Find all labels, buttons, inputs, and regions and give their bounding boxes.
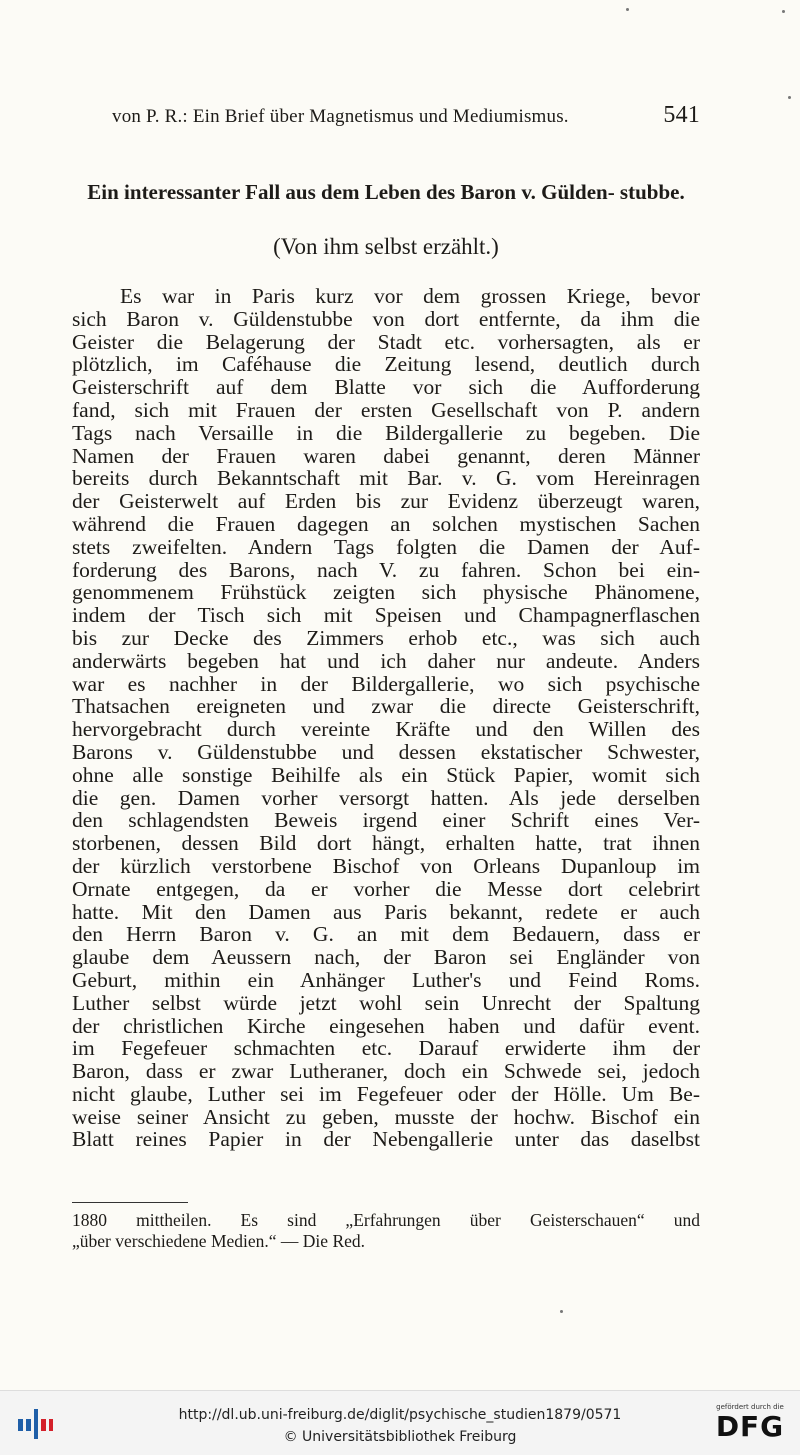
copyright-notice: © Universitätsbibliothek Freiburg xyxy=(283,1429,517,1445)
dfg-logo xyxy=(710,1403,790,1451)
text-line: der christlichen Kirche eingesehen haben und dafür event. xyxy=(72,1013,700,1038)
footnote-divider xyxy=(72,1202,188,1203)
text-line: nicht glaube, Luther sei im Fegefeuer oder der Hölle. Um Be- xyxy=(72,1081,700,1106)
text-line: Geister die Belagerung der Stadt etc. vorhersagten, als er xyxy=(72,329,700,354)
running-head xyxy=(112,102,700,128)
text-line: Thatsachen ereigneten und zwar die directe Geisterschrift, xyxy=(72,694,700,719)
article-title: Ein interessanter Fall aus dem Leben des Baron v. Gülden- stubbe. xyxy=(87,180,685,204)
text-line: bereits durch Bekanntschaft mit Bar. v. G. vom Hereinragen xyxy=(72,466,700,491)
text-line: Luther selbst würde jetzt wohl sein Unrecht der Spaltung xyxy=(72,990,700,1015)
text-line: war es nachher in der Bildergallerie, wo sich psychische xyxy=(72,671,700,696)
text-line: forderung des Barons, nach V. zu fahren. Schon bei ein- xyxy=(72,557,700,582)
text-line: glaube dem Aeussern nach, der Baron sei Engländer von xyxy=(72,945,700,970)
text-line: Namen der Frauen waren dabei genannt, deren Männer xyxy=(72,443,700,468)
text-line: indem der Tisch sich mit Speisen und Champagnerflaschen xyxy=(72,603,700,628)
footnote-line: 1880 mittheilen. Es sind „Erfahrungen über Geisterschauen“ und xyxy=(72,1210,700,1230)
text-line: Geburt, mithin ein Anhänger Luther's und Feind Roms. xyxy=(72,967,700,992)
dfg-logo-text: DFG xyxy=(715,1410,785,1443)
scan-speck xyxy=(788,96,791,99)
text-line: den Herrn Baron v. G. an mit dem Bedauern, dass er xyxy=(72,922,700,947)
text-line: weise seiner Ansicht zu geben, musste der hochw. Bischof ein xyxy=(72,1104,700,1129)
viewer-footer xyxy=(0,1390,800,1455)
text-line: die gen. Damen vorher versorgt hatten. Als jede derselben xyxy=(72,785,700,810)
text-line: während die Frauen dagegen an solchen mystischen Sachen xyxy=(72,511,700,536)
funder-tagline: gefördert durch die xyxy=(716,1403,784,1411)
text-line: sich Baron v. Güldenstubbe von dort entfernte, da ihm die xyxy=(72,306,700,331)
article-subtitle: (Von ihm selbst erzählt.) xyxy=(273,234,499,259)
text-line: den schlagendsten Beweis irgend einer Schrift eines Ver- xyxy=(72,808,700,833)
text-line: der kürzlich verstorbene Bischof von Orleans Dupanloup im xyxy=(72,853,700,878)
text-line: Tags nach Versaille in die Bildergallerie zu begeben. Die xyxy=(72,420,700,445)
text-line: Ornate entgegen, da er vorher die Messe dort celebrirt xyxy=(72,876,700,901)
text-line: Es war in Paris kurz vor dem grossen Kriege, bevor xyxy=(120,284,700,308)
footnote xyxy=(72,1210,700,1252)
text-line: Geisterschrift auf dem Blatte vor sich die Aufforderung xyxy=(72,375,700,400)
document-url[interactable]: http://dl.ub.uni-freiburg.de/diglit/psychische_studien1879/0571 xyxy=(178,1407,622,1423)
text-line: Blatt reines Papier in der Nebengallerie unter das daselbst xyxy=(72,1127,700,1152)
running-head-text: von P. R.: Ein Brief über Magnetismus und Mediumismus. xyxy=(112,106,569,127)
text-line: Barons v. Güldenstubbe und dessen ekstatischer Schwester, xyxy=(72,739,700,764)
text-line: anderwärts begeben hat und ich daher nur andeute. Anders xyxy=(72,648,700,673)
text-line: ohne alle sonstige Beihilfe als ein Stück Papier, womit sich xyxy=(72,762,700,787)
text-line: im Fegefeuer schmachten etc. Darauf erwiderte ihm der xyxy=(72,1036,700,1061)
text-line: Baron, dass er zwar Lutheraner, doch ein Schwede sei, jedoch xyxy=(72,1059,700,1084)
article-body xyxy=(72,285,700,1151)
text-line: genommenem Frühstück zeigten sich physische Phänomene, xyxy=(72,580,700,605)
text-line: hatte. Mit den Damen aus Paris bekannt, redete er auch xyxy=(72,899,700,924)
text-line: storbenen, dessen Bild dort hängt, erhalten hatte, trat ihnen xyxy=(72,831,700,856)
text-line: stets zweifelten. Andern Tags folgten die Damen der Auf- xyxy=(72,534,700,559)
scan-speck xyxy=(782,10,785,13)
scan-speck xyxy=(626,8,629,11)
text-line: fand, sich mit Frauen der ersten Gesellschaft von P. andern xyxy=(72,397,700,422)
page-number: 541 xyxy=(663,102,700,128)
text-line: bis zur Decke des Zimmers erhob etc., was sich auch xyxy=(72,625,700,650)
text-line: hervorgebracht durch vereinte Kräfte und den Willen des xyxy=(72,717,700,742)
scan-speck xyxy=(560,1310,563,1313)
text-line: der Geisterwelt auf Erden bis zur Evidenz überzeugt waren, xyxy=(72,489,700,514)
footnote-line: „über verschiedene Medien.“ — Die Red. xyxy=(72,1231,366,1251)
text-line: plötzlich, im Caféhause die Zeitung lesend, deutlich durch xyxy=(72,352,700,377)
